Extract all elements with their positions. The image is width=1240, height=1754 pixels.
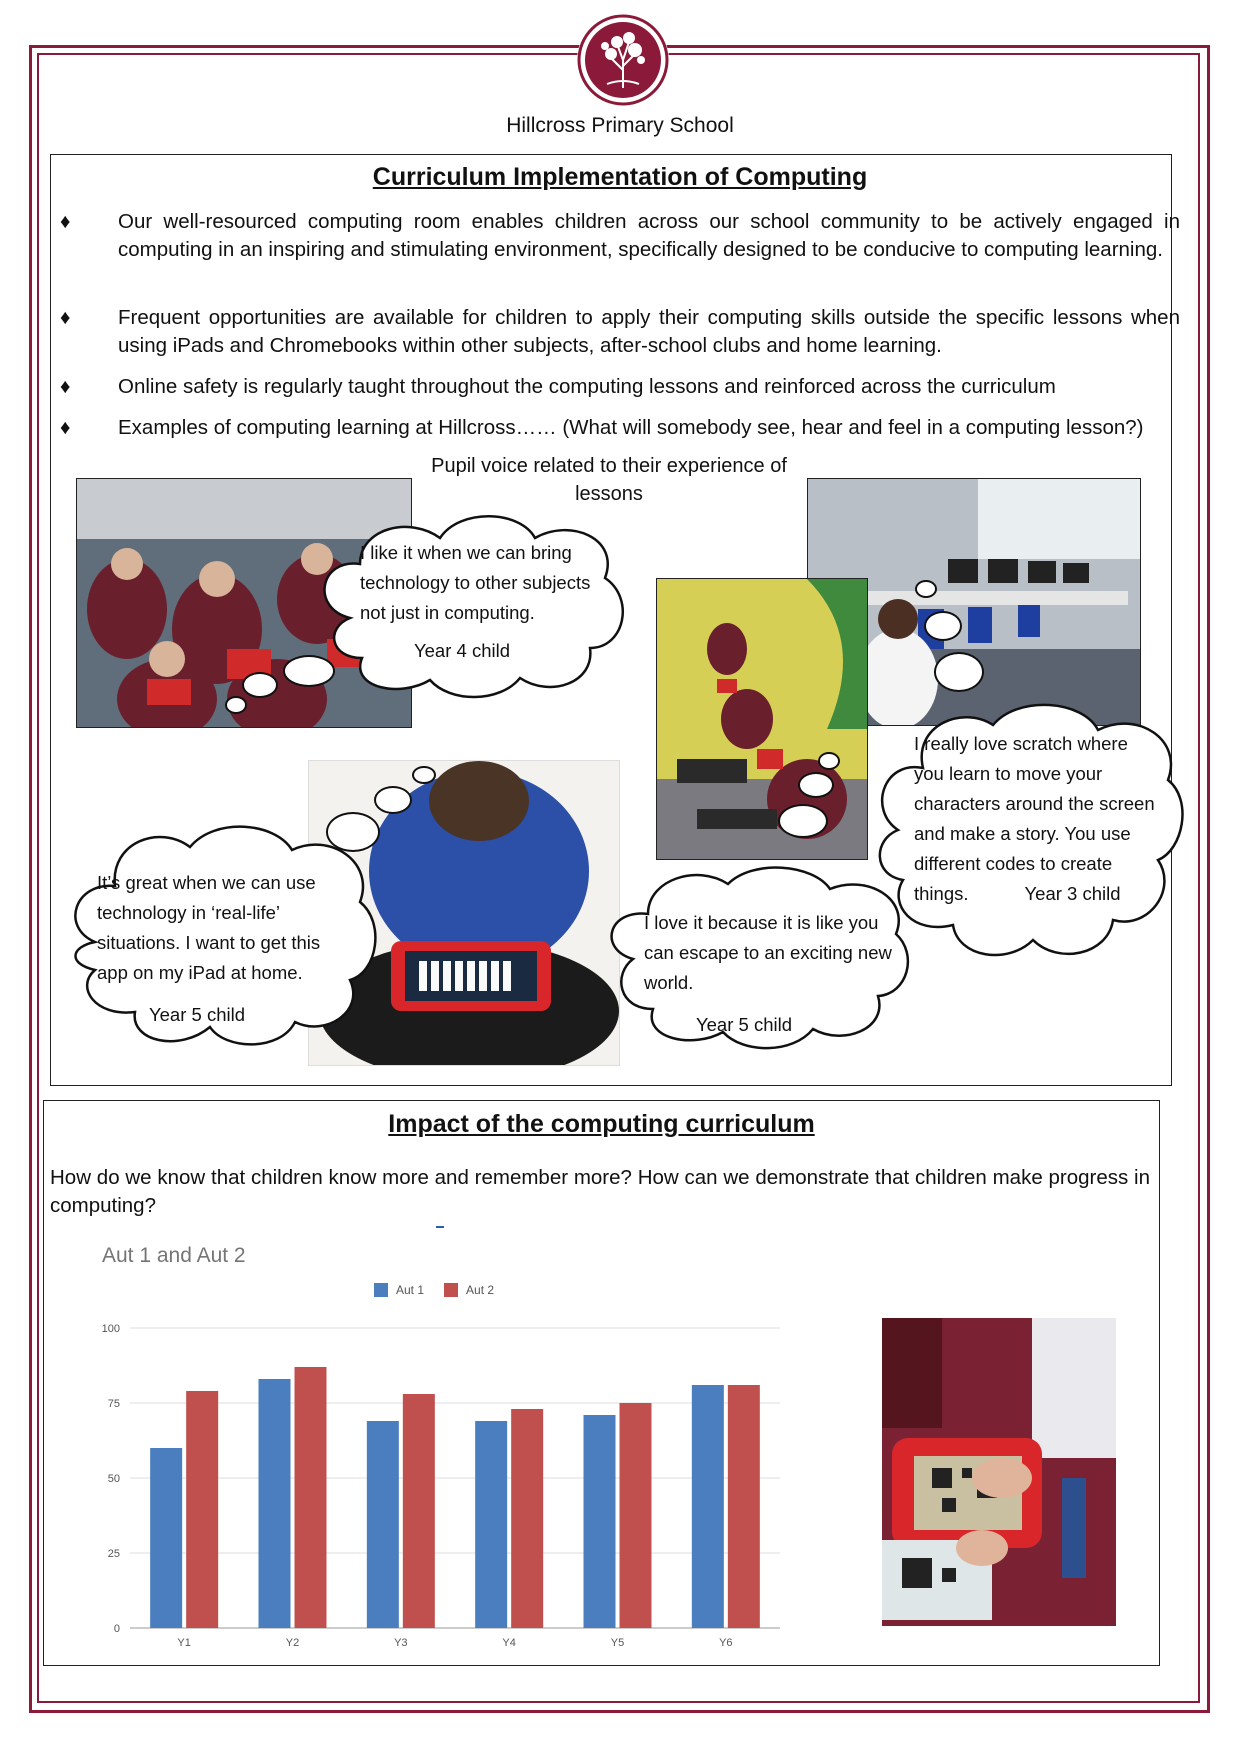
impact-heading: Impact of the computing curriculum (388, 1110, 815, 1138)
bar-aut1-y3 (367, 1421, 399, 1628)
bullet-icon: ♦ (60, 416, 71, 439)
thought-bubble-dot (798, 772, 834, 798)
cursor-mark (436, 1226, 444, 1228)
chart-legend (374, 1283, 494, 1297)
bar-aut1-y1 (150, 1448, 182, 1628)
x-tick-label: Y4 (502, 1637, 516, 1649)
bullet-icon: ♦ (60, 306, 71, 329)
bullet-icon: ♦ (60, 210, 71, 233)
bar-aut1-y6 (692, 1385, 724, 1628)
x-tick-label: Y5 (610, 1637, 625, 1649)
pupil-voice-title: Pupil voice related to their experience of lessons (431, 455, 787, 505)
bar-chart (90, 1308, 790, 1668)
bar-aut2-y4 (511, 1409, 543, 1628)
x-tick-label: Y6 (719, 1637, 733, 1649)
y-tick-label: 50 (107, 1473, 120, 1485)
thought-bubble-dot (924, 611, 962, 641)
school-logo (577, 14, 669, 106)
x-tick-label: Y3 (394, 1637, 408, 1649)
legend-label-aut1: Aut 1 (396, 1283, 425, 1297)
impact-question: How do we know that children know more and remember more? How can we demonstrate that children make progress in computing? (50, 1166, 1150, 1217)
x-tick-label: Y1 (177, 1637, 191, 1649)
legend-label-aut2: Aut 2 (466, 1283, 495, 1297)
implementation-heading: Curriculum Implementation of Computing (372, 163, 868, 191)
x-tick-label: Y2 (285, 1637, 300, 1649)
bar-aut1-y4 (475, 1421, 507, 1628)
y-tick-label: 25 (107, 1548, 120, 1560)
bar-aut2-y1 (186, 1391, 218, 1628)
thought-bubble-dot (915, 580, 937, 598)
thought-bubble-dot (934, 652, 984, 692)
photo-qr-code-scanning (882, 1318, 1116, 1626)
quote-year3: I really love scratch where you learn to move your characters around the screen and make a story. You use different codes to create things. Year 3 child (914, 733, 1155, 904)
bullet-item: ♦ Examples of computing learning at Hillcross…… (What will somebody see, hear and feel in a computing lesson?) (60, 414, 1180, 442)
bar-aut1-y5 (584, 1415, 616, 1628)
y-tick-label: 100 (101, 1323, 120, 1335)
bar-aut1-y2 (259, 1379, 291, 1628)
quote-year5-a: It’s great when we can use technology in ‘real-life’ situations. I want to get this app on my iPad at home. Year 5 child (97, 872, 321, 1025)
chart-title: Aut 1 and Aut 2 (102, 1244, 246, 1267)
photo-children-on-floor (656, 578, 868, 860)
bullet-item: ♦ Our well-resourced computing room enables children across our school community to be actively engaged in computing in an inspiring and stimulating environment, specifically designed to be conducive to computing learning. (60, 210, 1180, 261)
y-tick-label: 75 (107, 1398, 120, 1410)
legend-swatch-aut2 (444, 1283, 458, 1297)
thought-bubble-dot (818, 752, 840, 770)
bullet-item: ♦ Online safety is regularly taught throughout the computing lessons and reinforced across the curriculum (60, 373, 1180, 401)
bullet-icon: ♦ (60, 375, 71, 398)
bar-aut2-y2 (295, 1367, 327, 1628)
bar-aut2-y3 (403, 1394, 435, 1628)
thought-bubble-dot (778, 804, 828, 838)
thought-bubble-dot (374, 786, 412, 814)
quote-year4: I like it when we can bring technology to other subjects not just in computing. Year 4 child (360, 542, 591, 661)
thought-bubble-dot (225, 696, 247, 714)
bar-aut2-y6 (728, 1385, 760, 1628)
thought-bubble-dot (326, 812, 380, 852)
legend-swatch-aut1 (374, 1283, 388, 1297)
y-tick-label: 0 (113, 1623, 120, 1635)
thought-bubble-dot (412, 766, 436, 784)
bullet-item: ♦ Frequent opportunities are available for children to apply their computing skills outside the specific lessons when using iPads and Chromebooks within other subjects, after-school clubs and home learning. (60, 306, 1180, 357)
thought-bubble-dot (283, 655, 335, 687)
quote-year5-b: I love it because it is like you can escape to an exciting new world. Year 5 child (644, 912, 892, 1035)
thought-bubble-dot (242, 672, 278, 698)
school-name: Hillcross Primary School (506, 114, 734, 137)
bar-aut2-y5 (620, 1403, 652, 1628)
